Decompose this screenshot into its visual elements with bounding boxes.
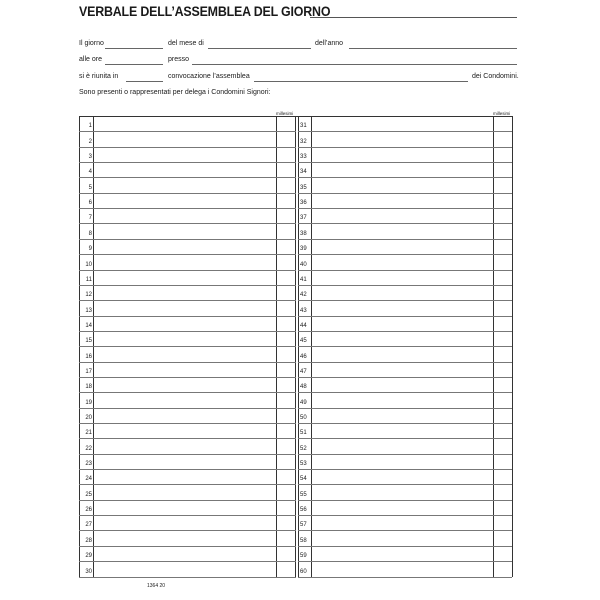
row-number: 57 xyxy=(300,522,307,529)
row-number: 28 xyxy=(85,537,92,544)
row-number: 13 xyxy=(85,307,92,314)
row-number: 8 xyxy=(88,230,92,237)
table-top-border xyxy=(79,116,512,117)
row-number: 45 xyxy=(300,338,307,345)
row-number: 58 xyxy=(300,537,307,544)
row-number: 9 xyxy=(88,246,92,253)
date-line[interactable] xyxy=(310,17,517,18)
row-number: 52 xyxy=(300,445,307,452)
table-row-line[interactable] xyxy=(79,546,296,547)
row-number: 60 xyxy=(300,568,307,575)
table-row-line[interactable] xyxy=(79,193,296,194)
time-label: alle ore xyxy=(79,56,102,63)
time-field[interactable] xyxy=(105,64,163,65)
row-number: 47 xyxy=(300,368,307,375)
row-number: 59 xyxy=(300,553,307,560)
row-number: 53 xyxy=(300,461,307,468)
table-row-line[interactable] xyxy=(298,423,512,424)
year-field[interactable] xyxy=(349,48,517,49)
table-row-line[interactable] xyxy=(298,546,512,547)
row-number: 35 xyxy=(300,184,307,191)
table-row-line[interactable] xyxy=(79,500,296,501)
table-row-line[interactable] xyxy=(79,362,296,363)
table-row-line[interactable] xyxy=(79,515,296,516)
row-number: 24 xyxy=(85,476,92,483)
row-number: 6 xyxy=(88,200,92,207)
meeting-label: si è riunita in xyxy=(79,73,119,80)
row-number: 7 xyxy=(88,215,92,222)
table-row-line[interactable] xyxy=(298,500,512,501)
month-label: del mese di xyxy=(168,40,204,47)
table-row-line[interactable] xyxy=(298,362,512,363)
row-number: 38 xyxy=(300,230,307,237)
table-row-line[interactable] xyxy=(298,530,512,531)
row-number: 21 xyxy=(85,430,92,437)
row-number: 36 xyxy=(300,200,307,207)
table-row-line[interactable] xyxy=(79,577,296,578)
row-number: 14 xyxy=(85,322,92,329)
table-row-line[interactable] xyxy=(298,331,512,332)
table-row-line[interactable] xyxy=(79,270,296,271)
row-number: 50 xyxy=(300,415,307,421)
day-label: Il giorno xyxy=(79,40,104,47)
table-row-line[interactable] xyxy=(79,469,296,470)
table-row-line[interactable] xyxy=(79,285,296,286)
table-row-line[interactable] xyxy=(298,561,512,562)
table-row-line[interactable] xyxy=(79,208,296,209)
condominium-label: dei Condomini. xyxy=(472,73,519,80)
row-number: 56 xyxy=(300,507,307,514)
table-row-line[interactable] xyxy=(79,377,296,378)
table-row-line[interactable] xyxy=(298,515,512,516)
form-code: 1364 20 xyxy=(147,583,166,589)
table-row-line[interactable] xyxy=(298,208,512,209)
table-column-border xyxy=(512,116,513,577)
table-row-line[interactable] xyxy=(298,469,512,470)
row-number: 25 xyxy=(85,491,92,498)
table-row-line[interactable] xyxy=(298,239,512,240)
row-number: 41 xyxy=(300,276,307,283)
row-number: 12 xyxy=(85,292,92,299)
row-number: 40 xyxy=(300,261,307,268)
table-row-line[interactable] xyxy=(298,438,512,439)
month-field[interactable] xyxy=(208,48,311,49)
row-number: 26 xyxy=(85,507,92,514)
row-number: 43 xyxy=(300,307,307,314)
table-row-line[interactable] xyxy=(79,147,296,148)
row-number: 34 xyxy=(300,169,307,176)
time-place-row xyxy=(79,56,517,68)
table-row-line[interactable] xyxy=(298,346,512,347)
row-number: 19 xyxy=(85,399,92,406)
table-row-line[interactable] xyxy=(79,300,296,301)
row-number: 33 xyxy=(300,154,307,161)
row-number: 37 xyxy=(300,215,307,222)
row-number: 4 xyxy=(88,169,92,176)
millesimi-header-right: millesimi xyxy=(493,111,511,116)
table-row-line[interactable] xyxy=(79,561,296,562)
row-number: 32 xyxy=(300,138,307,145)
table-row-line[interactable] xyxy=(298,193,512,194)
row-number: 31 xyxy=(300,123,307,130)
row-number: 54 xyxy=(300,476,307,483)
millesimi-header-left: millesimi xyxy=(276,111,294,116)
row-number: 49 xyxy=(300,399,307,406)
row-number: 29 xyxy=(85,553,92,560)
table-row-line[interactable] xyxy=(298,392,512,393)
row-number: 17 xyxy=(85,368,92,375)
row-number: 16 xyxy=(85,353,92,360)
row-number: 44 xyxy=(300,322,307,329)
row-number: 55 xyxy=(300,491,307,498)
table-row-line[interactable] xyxy=(298,577,512,578)
page-title: VERBALE DELL’ASSEMBLEA DEL GIORNO xyxy=(79,4,331,19)
table-row-line[interactable] xyxy=(298,270,512,271)
row-number: 51 xyxy=(300,430,307,437)
convocation-label: convocazione l’assemblea xyxy=(168,73,250,80)
table-row-line[interactable] xyxy=(79,239,296,240)
intro-text: Sono presenti o rappresentati per delega i Condomini Signori: xyxy=(79,89,271,96)
row-number: 18 xyxy=(85,384,92,391)
place-field[interactable] xyxy=(192,64,517,65)
table-row-line[interactable] xyxy=(298,162,512,163)
table-row-line[interactable] xyxy=(298,177,512,178)
table-row-line[interactable] xyxy=(79,177,296,178)
row-number: 20 xyxy=(85,415,92,421)
row-number: 46 xyxy=(300,353,307,360)
table-row-line[interactable] xyxy=(79,438,296,439)
row-number: 10 xyxy=(85,261,92,268)
table-row-line[interactable] xyxy=(298,285,512,286)
table-row-line[interactable] xyxy=(298,254,512,255)
row-number: 15 xyxy=(85,338,92,345)
table-row-line[interactable] xyxy=(298,408,512,409)
table-row-line[interactable] xyxy=(79,346,296,347)
year-label: dell’anno xyxy=(315,40,344,47)
table-row-line[interactable] xyxy=(79,530,296,531)
row-number: 30 xyxy=(85,568,92,575)
row-number: 5 xyxy=(88,184,92,191)
condominium-field[interactable] xyxy=(254,81,468,82)
row-number: 27 xyxy=(85,522,92,529)
table-row-line[interactable] xyxy=(79,162,296,163)
row-number: 2 xyxy=(88,138,92,145)
row-number: 3 xyxy=(88,154,92,161)
row-number: 11 xyxy=(85,276,92,283)
table-row-line[interactable] xyxy=(298,377,512,378)
table-row-line[interactable] xyxy=(79,392,296,393)
row-number: 1 xyxy=(88,123,92,130)
row-number: 48 xyxy=(300,384,307,391)
table-row-line[interactable] xyxy=(79,408,296,409)
table-row-line[interactable] xyxy=(298,223,512,224)
table-row-line[interactable] xyxy=(79,484,296,485)
table-row-line[interactable] xyxy=(298,300,512,301)
table-row-line[interactable] xyxy=(79,316,296,317)
row-number: 39 xyxy=(300,246,307,253)
table-row-line[interactable] xyxy=(79,454,296,455)
table-row-line[interactable] xyxy=(298,147,512,148)
day-field[interactable] xyxy=(105,48,163,49)
table-row-line[interactable] xyxy=(298,484,512,485)
row-number: 22 xyxy=(85,445,92,452)
table-row-line[interactable] xyxy=(298,316,512,317)
convocation-row xyxy=(79,73,517,85)
place-label: presso xyxy=(168,56,190,63)
table-row-line[interactable] xyxy=(298,131,512,132)
table-row-line[interactable] xyxy=(79,254,296,255)
row-number: 42 xyxy=(300,292,307,299)
table-row-line[interactable] xyxy=(79,423,296,424)
row-number: 23 xyxy=(85,461,92,468)
table-row-line[interactable] xyxy=(79,331,296,332)
table-row-line[interactable] xyxy=(79,223,296,224)
table-row-line[interactable] xyxy=(298,454,512,455)
convocation-number-field[interactable] xyxy=(126,81,163,82)
table-row-line[interactable] xyxy=(79,131,296,132)
date-row xyxy=(79,40,517,52)
